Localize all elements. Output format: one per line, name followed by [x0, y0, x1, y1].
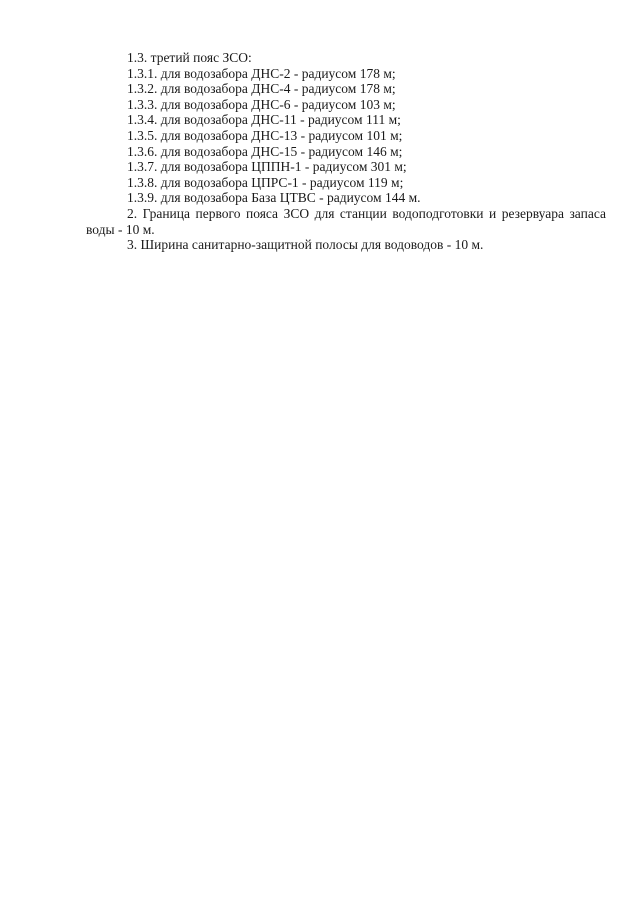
paragraph-3: 3. Ширина санитарно-защитной полосы для водоводов - 10 м.: [127, 237, 484, 253]
list-item: 1.3.9. для водозабора База ЦТВС - радиусом 144 м.: [127, 190, 421, 206]
list-item: 1.3.6. для водозабора ДНС-15 - радиусом 146 м;: [127, 143, 403, 159]
paragraph-2: 2. Граница первого пояса ЗСО для станции водоподготовки и резервуара запаса воды - 10 м.: [86, 205, 606, 237]
list-item: 1.3.2. для водозабора ДНС-4 - радиусом 178 м;: [127, 81, 396, 97]
document-page: [86, 50, 606, 253]
list-item: 1.3.3. для водозабора ДНС-6 - радиусом 103 м;: [127, 96, 396, 112]
list-item: 1.3.4. для водозабора ДНС-11 - радиусом 111 м;: [127, 112, 401, 128]
list-item: 1.3.1. для водозабора ДНС-2 - радиусом 178 м;: [127, 65, 396, 81]
list-item: 1.3.7. для водозабора ЦППН-1 - радиусом 301 м;: [127, 159, 407, 175]
list-item: 1.3.5. для водозабора ДНС-13 - радиусом 101 м;: [127, 127, 403, 143]
list-item: 1.3.8. для водозабора ЦПРС-1 - радиусом 119 м;: [127, 174, 404, 190]
section-heading: 1.3. третий пояс ЗСО:: [127, 50, 252, 65]
